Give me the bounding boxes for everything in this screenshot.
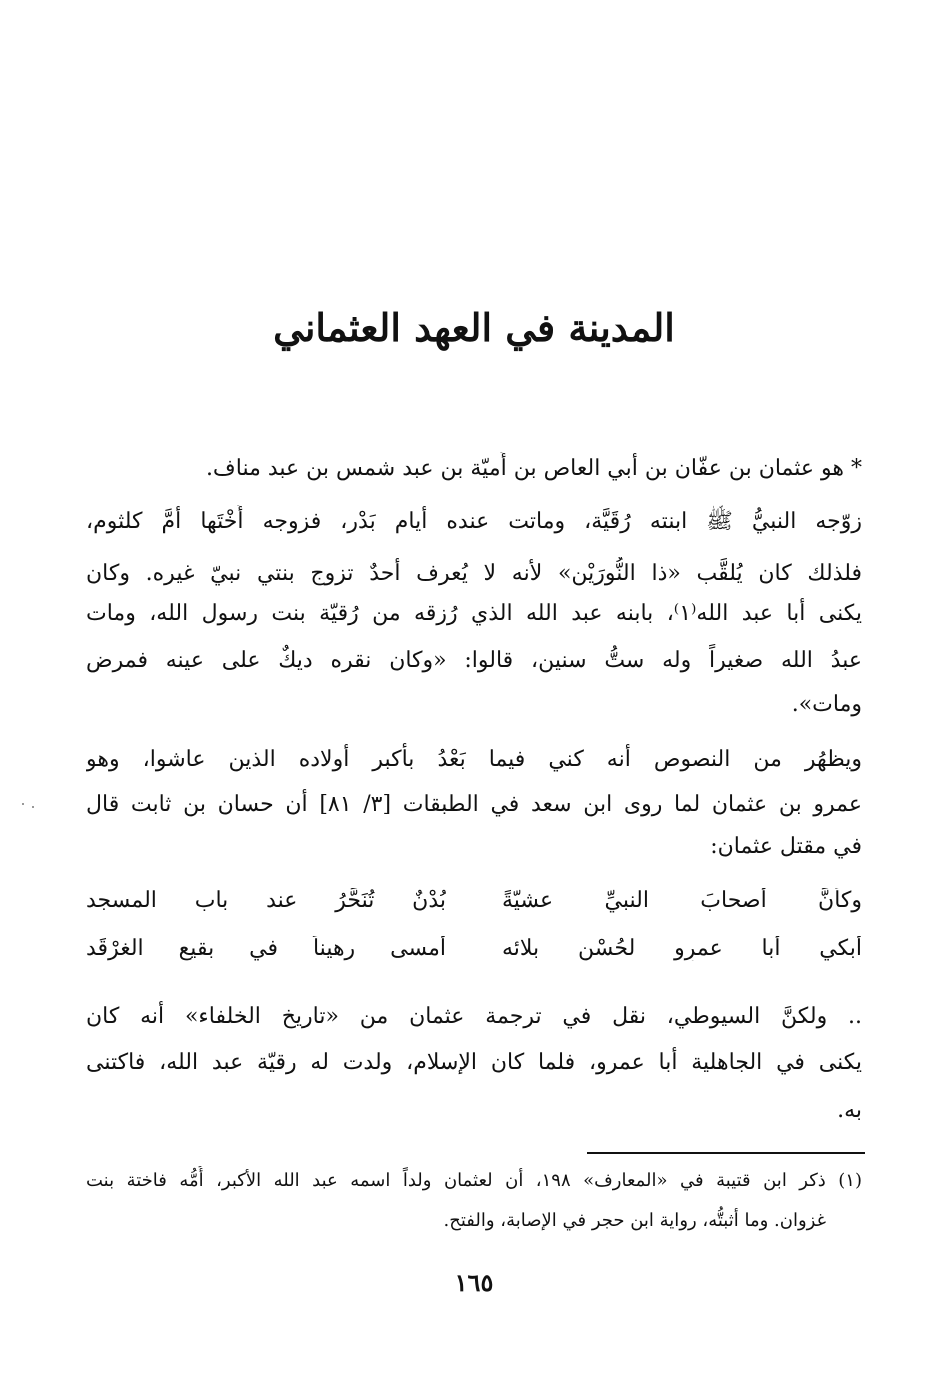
paragraph-line: .. ولكنَّ السيوطي، نقل في ترجمة عثمان من «تاريخ الخلفاء» أنه كان <box>86 1004 862 1029</box>
verse-second-hemistich: بُدْنٌ تُنَحَّرُ عند باب المسجد <box>86 888 446 913</box>
paragraph-line: ومات». <box>791 692 862 717</box>
paragraph-line: عمرو بن عثمان لما روى ابن سعد في الطبقات [٣/ ٨١] أن حسان بن ثابت قال <box>86 792 862 817</box>
page-title: المدينة في العهد العثماني <box>273 305 675 350</box>
verse-first-hemistich: وكأنَّ أصحابَ النبيِّ عشيّةً <box>502 888 862 913</box>
footnote-line: غزوان. وما أثبتُّه، رواية ابن حجر في الإصابة، والفتح. <box>443 1210 826 1231</box>
poem-verse <box>86 936 862 976</box>
paragraph-line: فلذلك كان يُلقَّب «ذا النُّورَيْن» لأنه لا يُعرف أحدٌ تزوج بنتي نبيّ غيره. وكان <box>86 561 862 586</box>
page-number: ١٦٥ <box>454 1268 494 1297</box>
paragraph-line: يكنى في الجاهلية أبا عمرو، فلما كان الإسلام، ولدت له رقيّة عبد الله، فاكتنى <box>86 1050 862 1075</box>
paragraph-line: زوّجه النبيُّ ﷺ ابنته رُقَيَّة، وماتت عنده أيام بَدْر، فزوجه أُخْتَها أمَّ كلثوم، <box>86 509 862 534</box>
paragraph-line: * هو عثمان بن عفّان بن أبي العاص بن أُميّة بن عبد شمس بن عبد مناف. <box>205 456 862 481</box>
footnote-line: (١) ذكر ابن قتيبة في «المعارف» ١٩٨، أن لعثمان ولداً اسمه عبد الله الأكبر، أُمُّه فاختة بنت <box>86 1170 862 1191</box>
paragraph-line: عبدُ الله صغيراً وله ستُّ سنين، قالوا: «وكان نقره ديكٌ على عينه فمرض <box>86 648 862 673</box>
verse-first-hemistich: أبكي أبا عمرٍو لحُسْنِ بلائه <box>502 936 862 961</box>
poem-verse <box>86 888 862 928</box>
verse-second-hemistich: أمسى رهيناً في بقيع الغرْقَد <box>86 936 446 961</box>
scan-speck <box>32 806 34 808</box>
paragraph-line: في مقتل عثمان: <box>710 834 862 859</box>
paragraph-line: به. <box>837 1098 862 1123</box>
paragraph-line: ويظهُر من النصوص أنه كني فيما بَعْدُ بأكبر أولاده الذين عاشوا، وهو <box>86 747 862 772</box>
scan-speck <box>22 803 24 805</box>
paragraph-line: يكنى أبا عبد الله⁽١⁾، بابنه عبد الله الذي رُزقه من رُقيّة بنت رسول الله، ومات <box>86 601 862 626</box>
footnote-separator <box>587 1152 865 1154</box>
